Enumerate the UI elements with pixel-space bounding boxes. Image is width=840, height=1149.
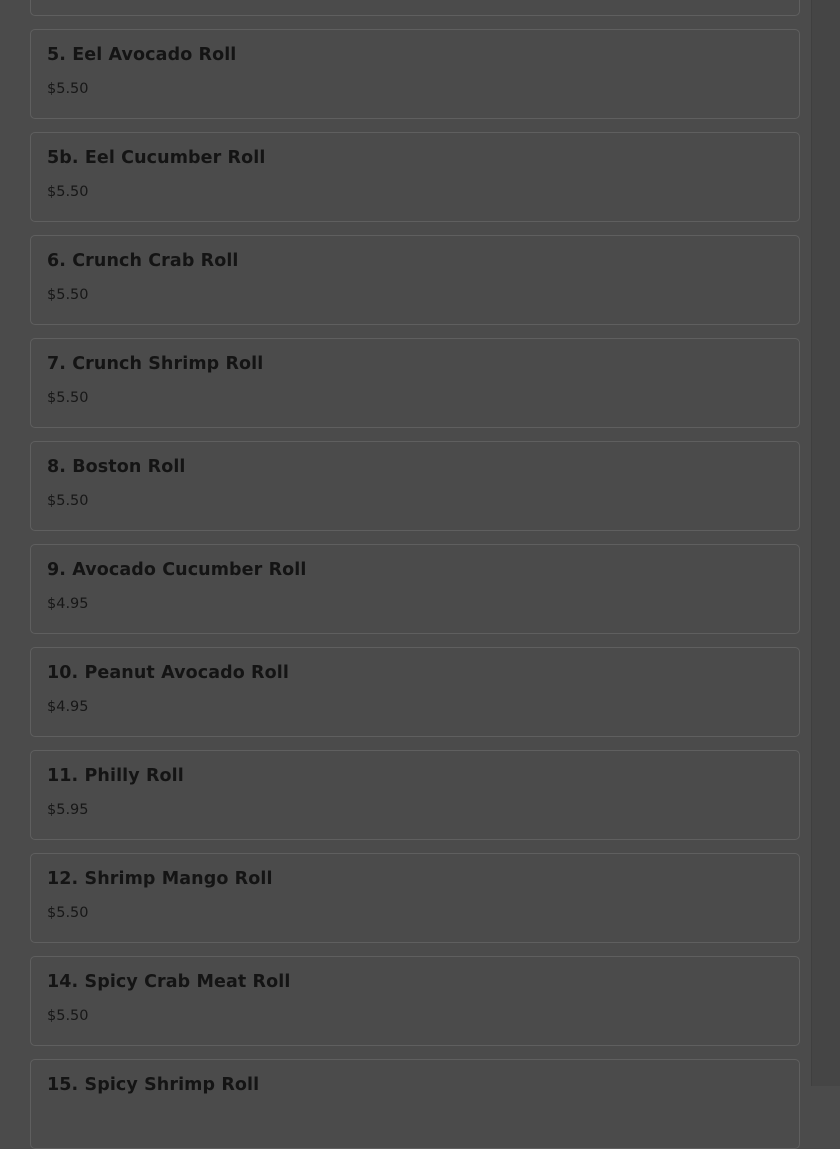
menu-item-price: $5.50 xyxy=(47,1008,89,1024)
menu-item-price: $5.50 xyxy=(47,493,89,509)
menu-item-price: $5.50 xyxy=(47,184,89,200)
menu-item-price: $5.95 xyxy=(47,802,89,818)
menu-item-card[interactable] xyxy=(30,29,800,119)
menu-item-name: 15. Spicy Shrimp Roll xyxy=(47,1075,260,1095)
menu-item-card[interactable] xyxy=(30,338,800,428)
menu-item-name: 5. Eel Avocado Roll xyxy=(47,45,237,65)
menu-item-card[interactable] xyxy=(30,647,800,737)
menu-item-card-previous[interactable] xyxy=(30,0,800,16)
menu-item-card[interactable] xyxy=(30,750,800,840)
menu-item-card[interactable] xyxy=(30,956,800,1046)
menu-item-price: $4.95 xyxy=(47,699,89,715)
menu-item-card[interactable] xyxy=(30,235,800,325)
menu-item-price: $5.50 xyxy=(47,81,89,97)
menu-item-price: $5.50 xyxy=(47,905,89,921)
menu-item-name: 12. Shrimp Mango Roll xyxy=(47,869,273,889)
page-scrollbar[interactable] xyxy=(811,0,840,1086)
menu-item-name: 8. Boston Roll xyxy=(47,457,186,477)
menu-item-name: 5b. Eel Cucumber Roll xyxy=(47,148,266,168)
menu-item-name: 9. Avocado Cucumber Roll xyxy=(47,560,307,580)
menu-item-card[interactable] xyxy=(30,441,800,531)
menu-item-name: 6. Crunch Crab Roll xyxy=(47,251,239,271)
menu-item-name: 14. Spicy Crab Meat Roll xyxy=(47,972,291,992)
menu-item-card[interactable] xyxy=(30,132,800,222)
menu-item-name: 11. Philly Roll xyxy=(47,766,184,786)
menu-item-card[interactable] xyxy=(30,853,800,943)
menu-item-name: 7. Crunch Shrimp Roll xyxy=(47,354,264,374)
menu-item-price: $5.50 xyxy=(47,390,89,406)
menu-item-price: $5.50 xyxy=(47,287,89,303)
menu-item-card[interactable] xyxy=(30,544,800,634)
menu-item-price: $4.95 xyxy=(47,596,89,612)
menu-item-name: 10. Peanut Avocado Roll xyxy=(47,663,289,683)
menu-item-card[interactable] xyxy=(30,1059,800,1149)
